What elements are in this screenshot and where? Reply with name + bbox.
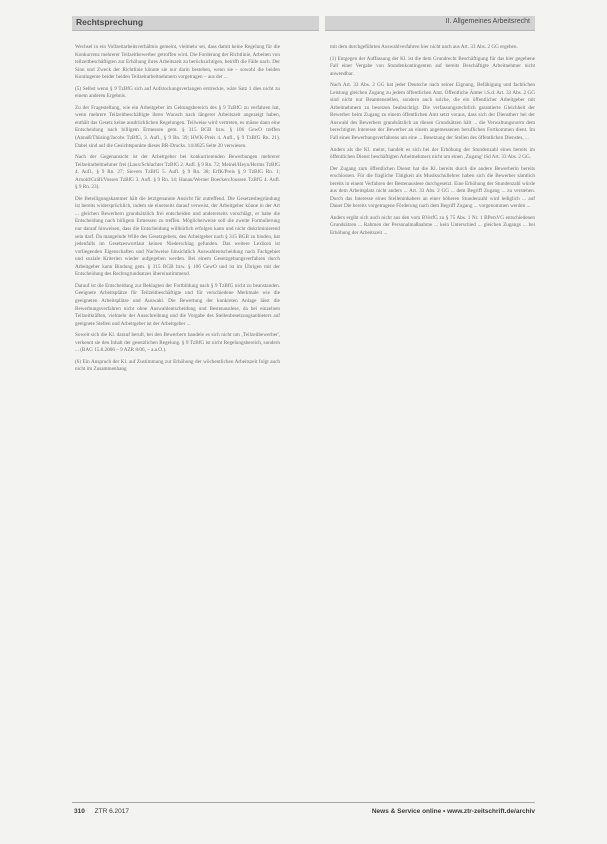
paragraph: Anders als die Kl. meint, handelt es sich bei der Erhöhung der Stundenzahl eines bereits im öffentlichen Dienst beschäftigten Arbeitnehmers nicht um einen ‚Zugang' iSd Art. 33 Abs. 2 GG. [330,146,535,161]
footer-website[interactable]: News & Service online • www.ztr-zeitschrift.de/archiv [371,808,535,815]
page-number: 310 [74,808,85,815]
paragraph: Darauf ist die Entscheidung zur Beklagten der Fortbildung nach § 9 TzBfG nicht zu beanstanden. Geeignete Arbeitsplätze für Teilzeitbeschäftigte und für verschiedene Merkmale wie die geeigneten Arbeitsplätze und Auswahl. Die Bewertung der konkreten Anlage lässt die Bewerbungsverfahren nicht ohne Auswahlentscheidung und Bestenauslese, da bei einzelnen Teilzeitkräften, vielmehr der Ausschreibung und die Vorgabe des Stellenbesetzungsanbieters auf geeignete Stellen und Arbeitgeber ist der Arbeitgeber ... [75,282,280,327]
paragraph: (5) Selbst wenn § 9 TzBfG sich auf Aufstockungsverlangen erstreckte, wäre Satz 1 dies nicht zu einem anderen Ergebnis. [75,85,280,100]
footer-left [74,808,129,815]
section-title: Rechtsprechung [76,17,144,27]
paragraph: Die Beteiligungskammer hält die letztgenannte Ansicht für zutreffend. Die Gesetzesbegründung ist bereits widersprüchlich, indem sie einerseits darauf verweist, der Arbeitgeber könne in der Art ... gleichen Bewerbern grundsätzlich frei entscheiden und andererseits vorschlägt, er habe die Entscheidung nach billigem Ermessen zu treffen. Möglicherweise soll die zweite Formulierung nur darauf hinweisen, dass die Entscheidung willkürlich erfolgen kann und nicht diskriminierend sein darf. Da mangelnde Wille des Gesetzgebers, den Arbeitgeber nach § 315 BGB zu binden, hat jedenfalls im Gesetzeswortlaut keinen Niederschlag gefunden. Das weitere Lexikon ist vorliegenden Eigenschaften und Nachweise hinsichtlich Auswahlentscheidung nach Fachgebiet und soziale Kriterien wieder aufgegeben werden. Bei einem Gesetzgebungsverfahren durch Arbeitgeber kann Bindung gem. § 315 BGB bzw. § 106 GewO und ist im Übrigen mit der Entscheidung des Rechtsgrundsatzes übereinstimmend. [75,195,280,278]
right-column [330,44,535,242]
issue-label: ZTR 6.2017 [94,808,129,815]
paragraph: Anders ergibt sich auch nicht aus den vom BVerfG zu § 75 Abs. 1 Nr. 1 BPersVG entschiedenen Grundsätzen ... Rahmen der Personalmaßnahme ... kein Unterschied ... gleichen Zugangs ... bei Erhöhung der Arbeitszeit ... [330,214,535,237]
running-header-section [72,16,319,31]
footer-rule [72,802,535,803]
category-title: II. Allgemeines Arbeitsrecht [445,18,530,25]
paragraph: Zu der Fragestellung, wie ein Arbeitgeber im Geltungsbereich des § 9 TzBfG zu verfahren hat, wenn mehrere Teilzeitbeschäftigte ihren Wunsch nach längerer Arbeitszeit angezeigt haben, enthält das Gesetz keine ausdrücklichen Regelungen. Teilweise wird vertreten, es müsse dann eine Entscheidung nach billigem Ermessen gem. § 315 BGB bzw. § 106 GewO treffen (Annuß/Thüsing/Jacobs TzBfG, 3. Aufl., § 9 Rn. 39; HWK-Preis 4. Aufl., § 9 TzBfG Rn. 21). Dabei sind auf die Gesichtspunkte dieses BR-Drucks. 14/4625 Seite 20 verwiesen. [75,104,280,149]
paragraph: Soweit sich die Kl. darauf beruft, bei den Bewerbern handele es sich nicht um ‚Teilzeitbewerber', verkennt sie den Inhalt der gesetzlichen Regelung. § 9 TzBfG ist nicht Regelungsbereich, sondern ... (BAG 15.8.2006 – 9 AZR 8/06, – a.a.O.). [75,332,280,354]
paragraph: Nach der Gegenansicht ist der Arbeitgeber bei konkurrierenden Bewerbungen mehrerer Teilzeitarbeitnehmer frei (Laux/Schlachter TzBfG 2. Aufl. § 9 Rn. 72; Meinel/Heyn/Herms TzBfG 4. Aufl., § 9 Rn. 27; Sievers TzBfG 5. Aufl. § 9 Rn. 38; ErfK/Preis § 9 TzBfG Rn. 1; Arnold/Gräfl/Vossen TzBfG 3. Aufl. § 9 Rn. 14; Hanau/Werner Boecken/Joussen TzBfG 4. Aufl. § 9 Rn. 23). [75,154,280,191]
paragraph: Nach Art. 33 Abs. 2 GG hat jeder Deutsche nach seiner Eignung, Befähigung und fachlichen Leistung gleichen Zugang zu jedem öffentlichen Amt. Öffentliche Ämter i.S.d. Art. 33 Abs. 2 GG sind nicht nur Beamtenstellen, sondern auch solche, die ein öffentlicher Arbeitgeber mit Arbeitnehmern zu besetzen beabsichtigt. Die verfassungsrechtlich garantierte Gleichheit der Bewerber beim Zugang zu einem öffentlichen Amt setzt voraus, dass sich der Dienstherr bei der Auswahl des Bewerbers grundsätzlich an diesen Grundsätzen hält ... die Verwaltungsnorm dem berechtigten Interesse der Bewerber an einem angemessenen beruflichen Fortkommen dient. Im Fall eines Bewerbungsverfahrens um eine ... Besetzung der Stellen des öffentlichen Dienstes, ... [330,82,535,142]
paragraph: (6) Ein Anspruch der Kl. auf Zustimmung zur Erhöhung der wöchentlichen Arbeitszeit folgt auch nicht im Zusammenhang [75,358,280,373]
paragraph: (1) Entgegen der Auffassung der Kl. ist die dem Grundrecht Beschäftigung für das hier gegebene Fall einer Vergabe von Stundenkontingenten auf bereits Beschäftigte Arbeitnehmer nicht anwendbar. [330,55,535,77]
left-column [75,44,280,378]
paragraph: Wechsel in ein Vollzeitarbeitsverhältnis gemeint, vielmehr sei, dass damit keine Regelung für die Konkurrenz mehrerer Teilzeitbewerber getroffen wird. Die Forderung der Richtlinie, Arbeiten von teilzeitbeschäftigten zur Erhöhung ihres Arbeitszeit zu berücksichtigen, betrifft die Fälle nach. Der Sinn und Zweck der Richtlinie könnte sie nur darin bestehen, wenn sie – sowohl die beiden Kontingente beider beiden Teilzeitarbeitnehmern vorgetragen – aus der ... [75,44,280,81]
running-header-category [325,16,535,31]
paragraph: mit dem durchgeführten Auswahlverfahren hier nicht nach aus Art. 33 Abs. 2 GG ergeben. [330,44,518,50]
paragraph: Der Zugang zum öffentlichen Dienst hat die Kl. bereits durch die andere Bewerberin bereits erschlossen. Für die fragliche Tätigkeit als Musikschullehrer haben sich die Bewerber sämtlich bereits in einem Verfahren der Bestenauslese durchgesetzt. Eine Erhöhung der Stundenzahl würde aus dem Arbeitsplatz nicht anders ... Art. 33 Abs. 2 GG ... dem Begriff Zugang ... zu verstehen. Durch das Interesse eines Stelleninhabers an einer höheren Stundenzahl wird lediglich ... auf Dauer Die bereits vorgetragene Förderung nach dem Begriff Zugang ... vorgenommen werden ... [330,165,535,210]
